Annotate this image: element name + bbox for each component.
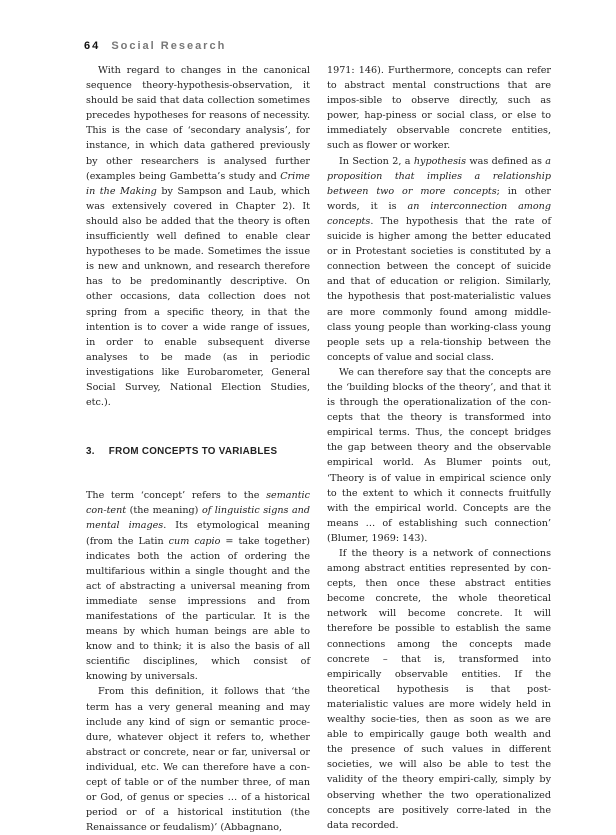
text-run: Its etymological meaning (from the Latin	[86, 520, 310, 547]
paragraph-building-blocks: We can therefore say that the concepts are the ‘building blocks of the theory’, and that it is through the operationalization of the con-cepts that the theory is transformed into empirical terms. Thus, the concept bridges the gap between theory and the observable empirical world. As Blumer points out, ‘Theory is of value in empirical science only to the extent to which it connects fruitfully with the empirical world. Concepts are the means … of establishing such connection’ (Blumer, 1969: 143).	[327, 366, 551, 544]
paragraph-concept-types: 1971: 146). Furthermore, concepts can refer to abstract mental constructions that are impos-sible to observe directly, such as power, hap-piness or social class, or else to immediately observable concrete entities, such as flower or worker.	[327, 65, 551, 152]
text-run: was defined as	[466, 155, 546, 167]
emphasis: semantic con-tent	[86, 490, 310, 517]
text-run: . The hypothesis that the rate of suicide is higher among the better educated or in Protestant societies is constituted by a connection between the concept of suicide and that of education or religion. Similarly, the hypothesis that post-materialistic values are more commonly found among middle-class young people than working-class young people sets up a rela-tionship between the concepts of value and social class.	[327, 215, 551, 363]
text-run: (the meaning)	[126, 505, 202, 517]
left-column	[86, 63, 310, 835]
page-number: 64	[84, 40, 101, 52]
section-number: 3.	[86, 446, 95, 458]
emphasis: hypothesis	[413, 155, 467, 167]
emphasis: an interconnection among concepts	[327, 200, 551, 227]
paragraph-concept-definition	[86, 488, 310, 684]
paragraph-secondary-analysis	[86, 63, 310, 410]
section-heading	[86, 444, 310, 459]
text-run: The term ‘concept’ refers to the	[86, 490, 267, 502]
emphasis: cum capio	[168, 535, 221, 547]
text-run: = take together) indicates both the action of ordering the multifarious within a single thought and the act of abstracting a universal meaning from immediate sense impressions and from manifestations of the particular. It is the means by which human beings are able to know and to think; it is also the basis of all scientific disciplines, which consist of knowing by universals.	[86, 535, 311, 683]
section-title: FROM CONCEPTS TO VARIABLES	[108, 446, 278, 458]
text-run: ; in other words, it is	[327, 185, 552, 212]
paragraph-abbagnano-quote: From this definition, it follows that ‘the term has a very general meaning and may include any kind of sign or semantic proce-dure, whatever object it refers to, whether abstract or concrete, near or far, universal or individual, etc. We can therefore have a con-cept of table or of the number three, of man or God, of genus or species … of a historical period or of a historical institution (the Renaissance or feudalism)’ (Abbagnano,	[86, 686, 310, 834]
emphasis: a proposition that implies a relationship between two or more concepts	[327, 155, 551, 197]
right-column	[327, 63, 551, 833]
paragraph-hypothesis	[327, 154, 551, 365]
running-head	[84, 40, 226, 52]
text-run: With regard to changes in the canonical sequence theory-hypothesis-observation, it should be said that data collection sometimes precedes hypotheses for reasons of necessity. This is the case of ‘secondary analysis’, for instance, in which data gathered previously by other researchers is analysed further (examples being Gambetta’s study and	[86, 65, 310, 182]
text-run: In Section 2, a	[339, 155, 414, 167]
paragraph-theory-network: If the theory is a network of connections among abstract entities represented by con-cepts, then once these abstract entities become concrete, the whole theoretical network will become concrete. It will therefore be possible to establish the same connections among the concepts made concrete – that is, transformed into empirically observable entities. If the theoretical hypothesis is that post-materialistic values are more widely held in wealthy socie-ties, then as soon as we are able to empirically gauge both wealth and the presence of such values in different societies, we will also be able to test the validity of the theory empiri-cally, simply by observing whether the two operationalized concepts are positively corre-lated in the data recorded.	[327, 548, 551, 831]
book-title: Crime in the Making	[86, 170, 310, 197]
text-run: by Sampson and Laub, which was extensively covered in Chapter 2). It should also be added that the theory is often insufficiently well defined to enable clear hypotheses to be made. Sometimes the issue is new and unknown, and research therefore has to be predominantly descriptive. On other occasions, data collection does not spring from a specific theory, in that the intention is to cover a wide range of issues, in order to enable subsequent diverse analyses to be made (as in periodic investigations like Eurobarometer, General Social Survey, National Election Studies, etc.).	[86, 185, 310, 409]
running-title: Social Research	[111, 40, 227, 52]
emphasis: of linguistic signs and mental images.	[86, 505, 310, 532]
